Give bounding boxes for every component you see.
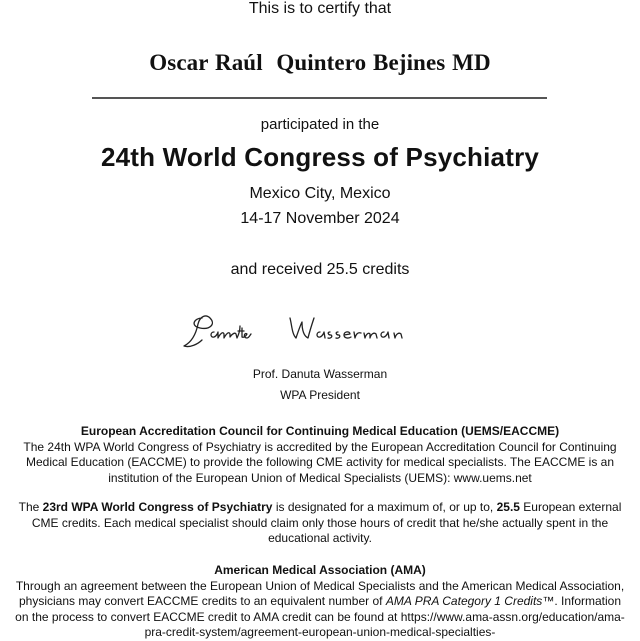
credits-received: and received 25.5 credits [230, 261, 410, 278]
eaccme-heading: European Accreditation Council for Continuing Medical Education (UEMS/EACCME) [80, 424, 560, 438]
ama-heading: American Medical Association (AMA) [214, 563, 426, 577]
signature-icon [180, 304, 450, 354]
designation-section [14, 500, 626, 547]
ama-section [14, 563, 626, 641]
event-dates: 14-17 November 2024 [240, 210, 400, 227]
signer-role: WPA President [280, 388, 360, 402]
eaccme-section [14, 424, 626, 486]
participated-text: participated in the [260, 116, 380, 133]
recipient-name: Oscar Raúl Quintero Bejines MD [149, 50, 491, 75]
ama-body-end: ™. Information on the process to convert EACCME credit to AMA credit can be found at https://www.ama-assn.org/education/ama-pra-credit-system/agreement-european-union-medical-specialties- [15, 594, 625, 640]
designation-credits: 25.5 [496, 500, 520, 514]
event-title: 24th World Congress of Psychiatry [100, 142, 540, 172]
eaccme-body: The 24th WPA World Congress of Psychiatry is accredited by the European Accreditation Council for Continuing Medical Education (EACCME) to provide the following CME activity for medical specialists. The EACCME is an institution of the European Union of Medical Specialists (UEMS): www.uems.net [23, 439, 617, 485]
designation-prefix: The [18, 500, 43, 514]
signer-name: Prof. Danuta Wasserman [252, 367, 388, 381]
event-location: Mexico City, Mexico [249, 185, 391, 202]
designation-middle: is designated for a maximum of, or up to, [272, 500, 497, 514]
ama-body-start: Through an agreement between the European Union of Medical Specialists and the American Medical Association, physicians may convert EACCME credits to an equivalent number of [15, 578, 625, 609]
ama-credits-italic: AMA PRA Category 1 Credits [385, 594, 543, 609]
certify-intro: This is to certify that [248, 0, 392, 17]
name-underline-divider [92, 97, 547, 99]
designation-suffix: European external CME credits. Each medical specialist should claim only those hours of credit that he/she actually spent in the educational activity. [31, 500, 622, 546]
designation-event: 23rd WPA World Congress of Psychiatry [42, 500, 273, 514]
